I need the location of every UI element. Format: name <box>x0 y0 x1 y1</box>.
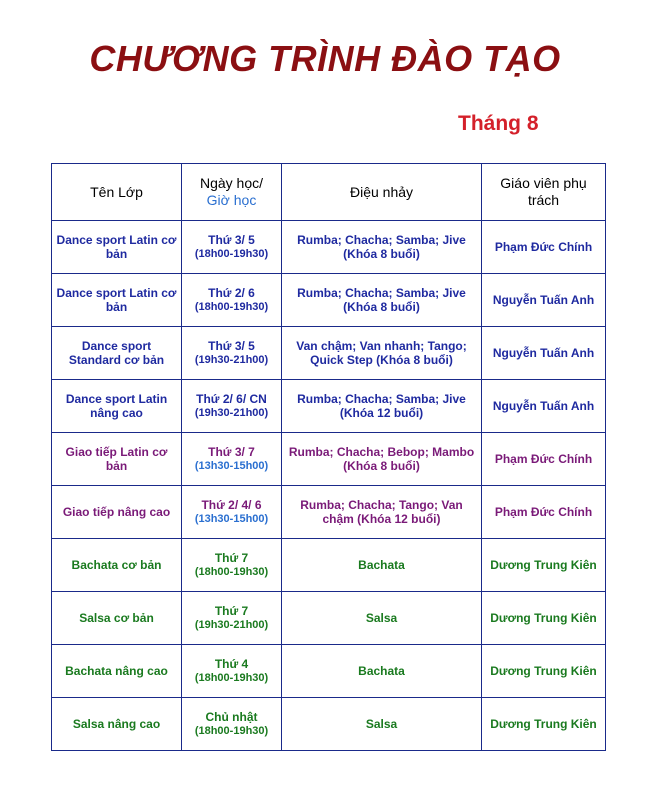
schedule-cell <box>182 221 282 274</box>
dance-cell: Salsa <box>282 698 482 751</box>
table-row <box>52 645 606 698</box>
dance-cell: Bachata <box>282 539 482 592</box>
time-text: (18h00-19h30) <box>194 301 269 313</box>
time-text: (19h30-21h00) <box>194 354 269 366</box>
header-date-time <box>182 164 282 221</box>
schedule-cell <box>182 274 282 327</box>
header-class-name: Tên Lớp <box>52 164 182 221</box>
teacher-cell: Nguyễn Tuấn Anh <box>482 327 606 380</box>
class-name-cell: Bachata nâng cao <box>52 645 182 698</box>
dance-cell: Rumba; Chacha; Tango; Van chậm (Khóa 12 buổi) <box>282 486 482 539</box>
header-date: Ngày học/ <box>199 175 264 191</box>
time-text: (18h00-19h30) <box>194 566 269 578</box>
schedule-cell <box>182 592 282 645</box>
class-name-cell: Giao tiếp nâng cao <box>52 486 182 539</box>
dance-cell: Rumba; Chacha; Bebop; Mambo (Khóa 8 buổi) <box>282 433 482 486</box>
header-dance: Điệu nhảy <box>282 164 482 221</box>
time-text: (19h30-21h00) <box>194 407 269 419</box>
day-text: Thứ 3/ 5 <box>208 233 255 247</box>
day-text: Thứ 7 <box>214 551 249 565</box>
class-name-cell: Salsa nâng cao <box>52 698 182 751</box>
day-text: Thứ 4 <box>214 657 249 671</box>
day-text: Thứ 3/ 5 <box>208 339 255 353</box>
teacher-cell: Nguyễn Tuấn Anh <box>482 274 606 327</box>
table-row <box>52 274 606 327</box>
time-text: (18h00-19h30) <box>194 725 269 737</box>
teacher-cell: Dương Trung Kiên <box>482 592 606 645</box>
table-row <box>52 698 606 751</box>
day-text: Thứ 2/ 4/ 6 <box>201 498 262 512</box>
schedule-cell <box>182 433 282 486</box>
class-name-cell: Dance sport Latin cơ bản <box>52 221 182 274</box>
dance-cell: Rumba; Chacha; Samba; Jive (Khóa 8 buổi) <box>282 221 482 274</box>
time-text: (19h30-21h00) <box>194 619 269 631</box>
teacher-cell: Dương Trung Kiên <box>482 698 606 751</box>
month-label: Tháng 8 <box>458 112 539 135</box>
schedule-cell <box>182 698 282 751</box>
table-row <box>52 380 606 433</box>
table-row <box>52 486 606 539</box>
class-name-cell: Salsa cơ bản <box>52 592 182 645</box>
dance-cell: Salsa <box>282 592 482 645</box>
day-text: Thứ 7 <box>214 604 249 618</box>
table-row <box>52 433 606 486</box>
dance-cell: Rumba; Chacha; Samba; Jive (Khóa 12 buổi) <box>282 380 482 433</box>
class-name-cell: Giao tiếp Latin cơ bản <box>52 433 182 486</box>
table-header-row <box>52 164 606 221</box>
table-row <box>52 592 606 645</box>
header-time: Giờ học <box>206 192 257 208</box>
schedule-table <box>51 163 606 751</box>
dance-cell: Bachata <box>282 645 482 698</box>
teacher-cell: Dương Trung Kiên <box>482 645 606 698</box>
class-name-cell: Dance sport Latin nâng cao <box>52 380 182 433</box>
header-teacher: Giáo viên phụ trách <box>482 164 606 221</box>
day-text: Thứ 2/ 6/ CN <box>196 392 267 406</box>
class-name-cell: Dance sport Latin cơ bản <box>52 274 182 327</box>
schedule-cell <box>182 327 282 380</box>
dance-cell: Rumba; Chacha; Samba; Jive (Khóa 8 buổi) <box>282 274 482 327</box>
teacher-cell: Nguyễn Tuấn Anh <box>482 380 606 433</box>
teacher-cell: Dương Trung Kiên <box>482 539 606 592</box>
teacher-cell: Phạm Đức Chính <box>482 433 606 486</box>
table-row <box>52 327 606 380</box>
table-row <box>52 539 606 592</box>
time-text: (18h00-19h30) <box>194 248 269 260</box>
day-text: Thứ 2/ 6 <box>208 286 255 300</box>
time-text: (13h30-15h00) <box>194 513 269 525</box>
day-text: Chủ nhật <box>205 710 258 724</box>
time-text: (18h00-19h30) <box>194 672 269 684</box>
class-name-cell: Bachata cơ bản <box>52 539 182 592</box>
schedule-cell <box>182 486 282 539</box>
schedule-cell <box>182 645 282 698</box>
day-text: Thứ 3/ 7 <box>208 445 255 459</box>
dance-cell: Van chậm; Van nhanh; Tango; Quick Step (Khóa 8 buổi) <box>282 327 482 380</box>
time-text: (13h30-15h00) <box>194 460 269 472</box>
schedule-cell <box>182 380 282 433</box>
class-name-cell: Dance sport Standard cơ bản <box>52 327 182 380</box>
teacher-cell: Phạm Đức Chính <box>482 486 606 539</box>
schedule-cell <box>182 539 282 592</box>
table-row <box>52 221 606 274</box>
teacher-cell: Phạm Đức Chính <box>482 221 606 274</box>
page-title: CHƯƠNG TRÌNH ĐÀO TẠO <box>89 38 561 79</box>
